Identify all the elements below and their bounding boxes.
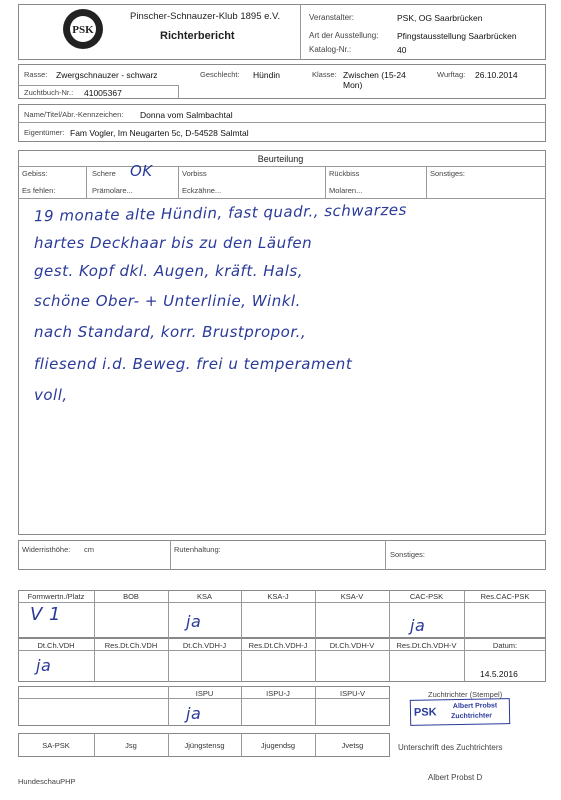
handwriting-line: voll,	[34, 386, 68, 404]
whelp-label: Wurftag:	[437, 70, 466, 79]
club-name: Pinscher-Schnauzer-Klub 1895 e.V.	[130, 11, 281, 22]
sex-label: Geschlecht:	[200, 70, 240, 79]
show-type-value: Pfingstausstellung Saarbrücken	[397, 31, 517, 41]
grade-header: KSA-V	[340, 592, 364, 601]
breed-value: Zwergschnauzer - schwarz	[56, 70, 158, 80]
judge-stamp	[410, 698, 510, 726]
grade-header: Dt.Ch.VDH-J	[182, 641, 227, 650]
grade-header: Res.Dt.Ch.VDH	[104, 641, 158, 650]
name-label: Name/Titel/Abr.-Kennzeichen:	[24, 110, 124, 119]
logo-letters: PSK	[72, 24, 94, 36]
sonstiges-label: Sonstiges:	[430, 169, 466, 178]
vorbiss-label: Vorbiss	[182, 169, 207, 178]
measures-box	[18, 540, 546, 570]
signature-value: Albert Probst D	[428, 773, 483, 782]
grade-header: ISPU-V	[339, 689, 365, 698]
handwriting-line: schöne Ober- + Unterlinie, Winkl.	[34, 292, 301, 310]
handwriting-line: hartes Deckhaar bis zu den Läufen	[34, 234, 313, 252]
grade-header: Res.Dt.Ch.VDH-J	[248, 641, 308, 650]
fehlen-label: Es fehlen:	[22, 186, 56, 195]
name-value: Donna vom Salmbachtal	[140, 110, 233, 120]
assessment-title: Beurteilung	[257, 154, 304, 164]
sex-value: Hündin	[253, 70, 280, 80]
show-type-label: Art der Ausstellung:	[309, 31, 379, 40]
grade-header: Dt.Ch.VDH-V	[329, 641, 375, 650]
schere-mark: OK	[130, 162, 153, 180]
grade-value: ja	[186, 612, 202, 631]
report-title: Richterbericht	[160, 30, 235, 42]
topline-label: Rutenhaltung:	[174, 545, 221, 554]
schere-label: Schere	[92, 169, 116, 178]
grade-header: Jjüngstensg	[184, 741, 225, 750]
stamp-label: Zuchtrichter (Stempel)	[428, 690, 503, 699]
measures-other-label: Sonstiges:	[390, 550, 426, 559]
studbook-value: 41005367	[84, 88, 122, 98]
grade-header: Formwertn./Platz	[27, 592, 85, 601]
signature-label: Unterschrift des Zuchtrichters	[398, 743, 503, 752]
date-value: 14.5.2016	[480, 669, 518, 679]
catalog-label: Katalog-Nr.:	[309, 45, 352, 54]
breed-label: Rasse:	[24, 70, 48, 79]
handwriting-line: 19 monate alte Hündin, fast quadr., schwarzes	[33, 200, 408, 226]
footer-software: HundeschauPHP	[18, 777, 76, 786]
grade-header: Dt.Ch.VDH	[37, 641, 75, 650]
grade-header: ISPU	[195, 689, 214, 698]
stamp-logo: PSK	[413, 706, 437, 719]
whelp-value: 26.10.2014	[475, 70, 518, 80]
studbook-label: Zuchtbuch-Nr.:	[24, 88, 74, 97]
grade-value: ja	[410, 616, 426, 635]
stamp-name: Albert Probst	[452, 702, 498, 711]
owner-label: Eigentümer:	[24, 128, 65, 137]
class-value: Zwischen (15-24	[343, 70, 406, 80]
grade-header: KSA	[196, 592, 212, 601]
owner-value: Fam Vogler, Im Neugarten 5c, D-54528 Salmtal	[70, 128, 249, 138]
date-label: Datum:	[492, 641, 518, 650]
grade-header: Res.CAC-PSK	[480, 592, 530, 601]
molaren-label: Molaren...	[329, 186, 363, 195]
handwriting-line: gest. Kopf dkl. Augen, kräft. Hals,	[34, 262, 303, 280]
grade-header: BOB	[123, 592, 139, 601]
grade-header: Res.Dt.Ch.VDH-V	[396, 641, 457, 650]
grade-value: V 1	[30, 604, 61, 625]
class-value-cont: Mon)	[343, 80, 363, 90]
grade-header: Jvetsg	[341, 741, 364, 750]
rueckbiss-label: Rückbiss	[329, 169, 360, 178]
praemolare-label: Prämolare...	[92, 186, 133, 195]
height-unit: cm	[84, 545, 94, 554]
grade-header: Jjugendsg	[260, 741, 296, 750]
club-logo	[62, 8, 104, 50]
handwriting-line: fliesend i.d. Beweg. frei u temperament	[34, 355, 353, 373]
grade-header: ISPU-J	[266, 689, 290, 698]
grade-header: Jsg	[125, 741, 137, 750]
grade-value: ja	[186, 704, 202, 723]
organizer-label: Veranstalter:	[309, 13, 354, 22]
grade-value: ja	[36, 656, 52, 675]
stamp-role: Zuchtrichter	[451, 712, 492, 721]
gebiss-label: Gebiss:	[22, 169, 48, 178]
grade-header: CAC-PSK	[409, 592, 444, 601]
grade-header: SA-PSK	[42, 741, 70, 750]
catalog-value: 40	[397, 45, 407, 55]
eckzaehne-label: Eckzähne...	[182, 186, 222, 195]
organizer-value: PSK, OG Saarbrücken	[397, 13, 483, 23]
handwriting-line: nach Standard, korr. Brustpropor.,	[34, 323, 307, 341]
class-label: Klasse:	[312, 70, 337, 79]
grade-header: KSA-J	[267, 592, 289, 601]
height-label: Widerristhöhe:	[22, 545, 71, 554]
